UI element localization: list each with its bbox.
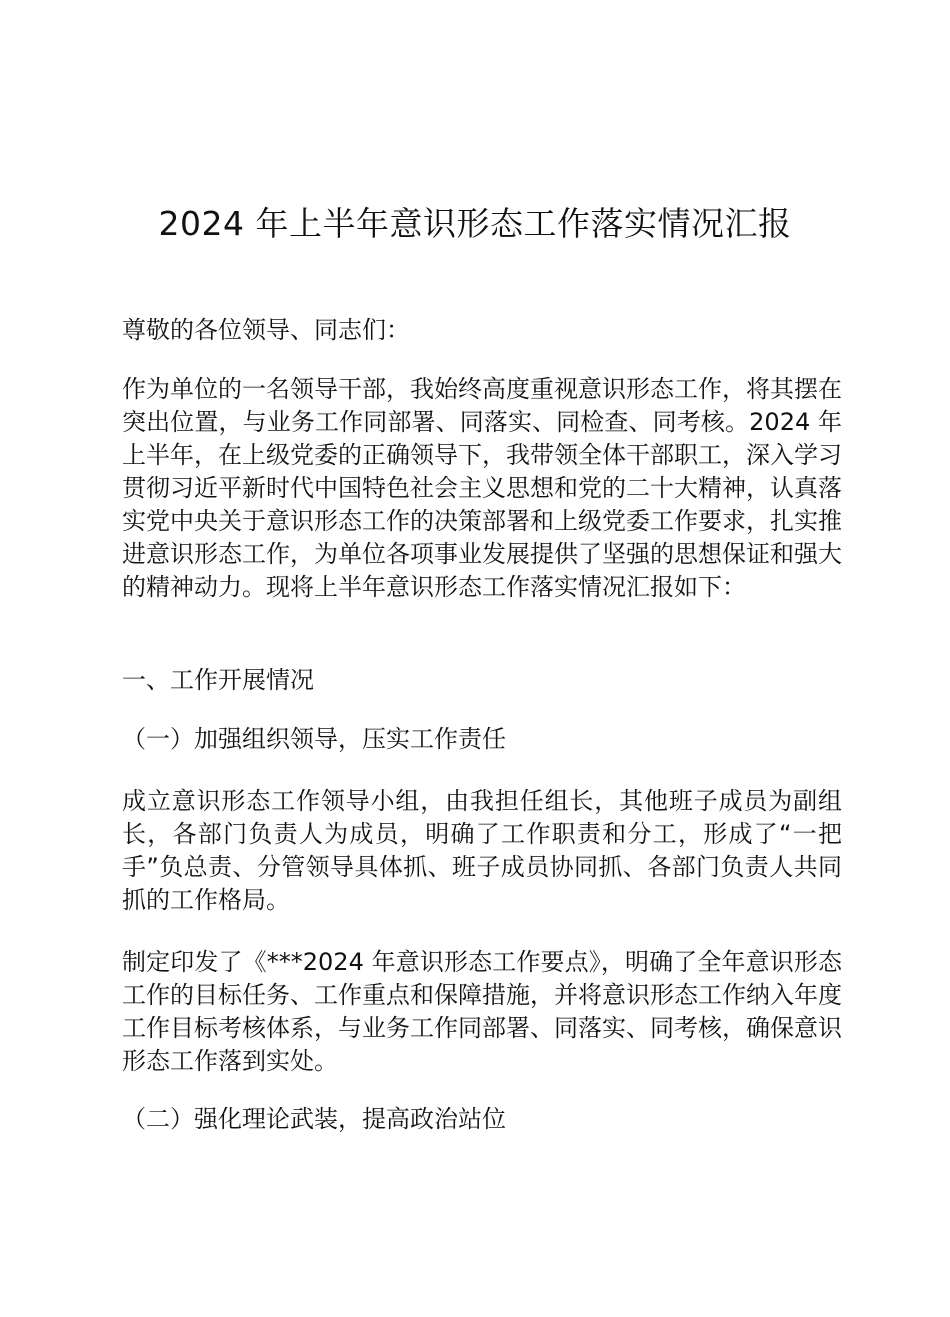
subsection-heading-organization: （一）加强组织领导，压实工作责任 [122, 725, 506, 753]
subsection-heading-theory: （二）强化理论武装，提高政治站位 [122, 1105, 506, 1133]
intro-paragraph: 作为单位的一名领导干部，我始终高度重视意识形态工作，将其摆在突出位置，与业务工作同部署、同落实、同检查、同考核。2024 年上半年，在上级党委的正确领导下，我带领全体干部职工，深入学习贯彻习近平新时代中国特色社会主义思想和党的二十大精神，认真落实党中央关于意识形态工作的决策部署和上级党委工作要求，扎实推进意识形态工作，为单位各项事业发展提供了坚强的思想保证和强大的精神动力。现将上半年意识形态工作落实情况汇报如下： [122, 375, 842, 601]
document-title: 2024 年上半年意识形态工作落实情况汇报 [158, 204, 792, 243]
work-plan-paragraph: 制定印发了《***2024 年意识形态工作要点》，明确了全年意识形态工作的目标任务、工作重点和保障措施，并将意识形态工作纳入年度工作目标考核体系，与业务工作同部署、同落实、同考核，确保意识形态工作落到实处。 [122, 948, 842, 1075]
salutation: 尊敬的各位领导、同志们： [122, 316, 410, 344]
section-heading-work-status: 一、工作开展情况 [122, 666, 314, 694]
organization-paragraph: 成立意识形态工作领导小组，由我担任组长，其他班子成员为副组长，各部门负责人为成员，明确了工作职责和分工，形成了“一把手”负总责、分管领导具体抓、班子成员协同抓、各部门负责人共同抓的工作格局。 [122, 787, 842, 914]
